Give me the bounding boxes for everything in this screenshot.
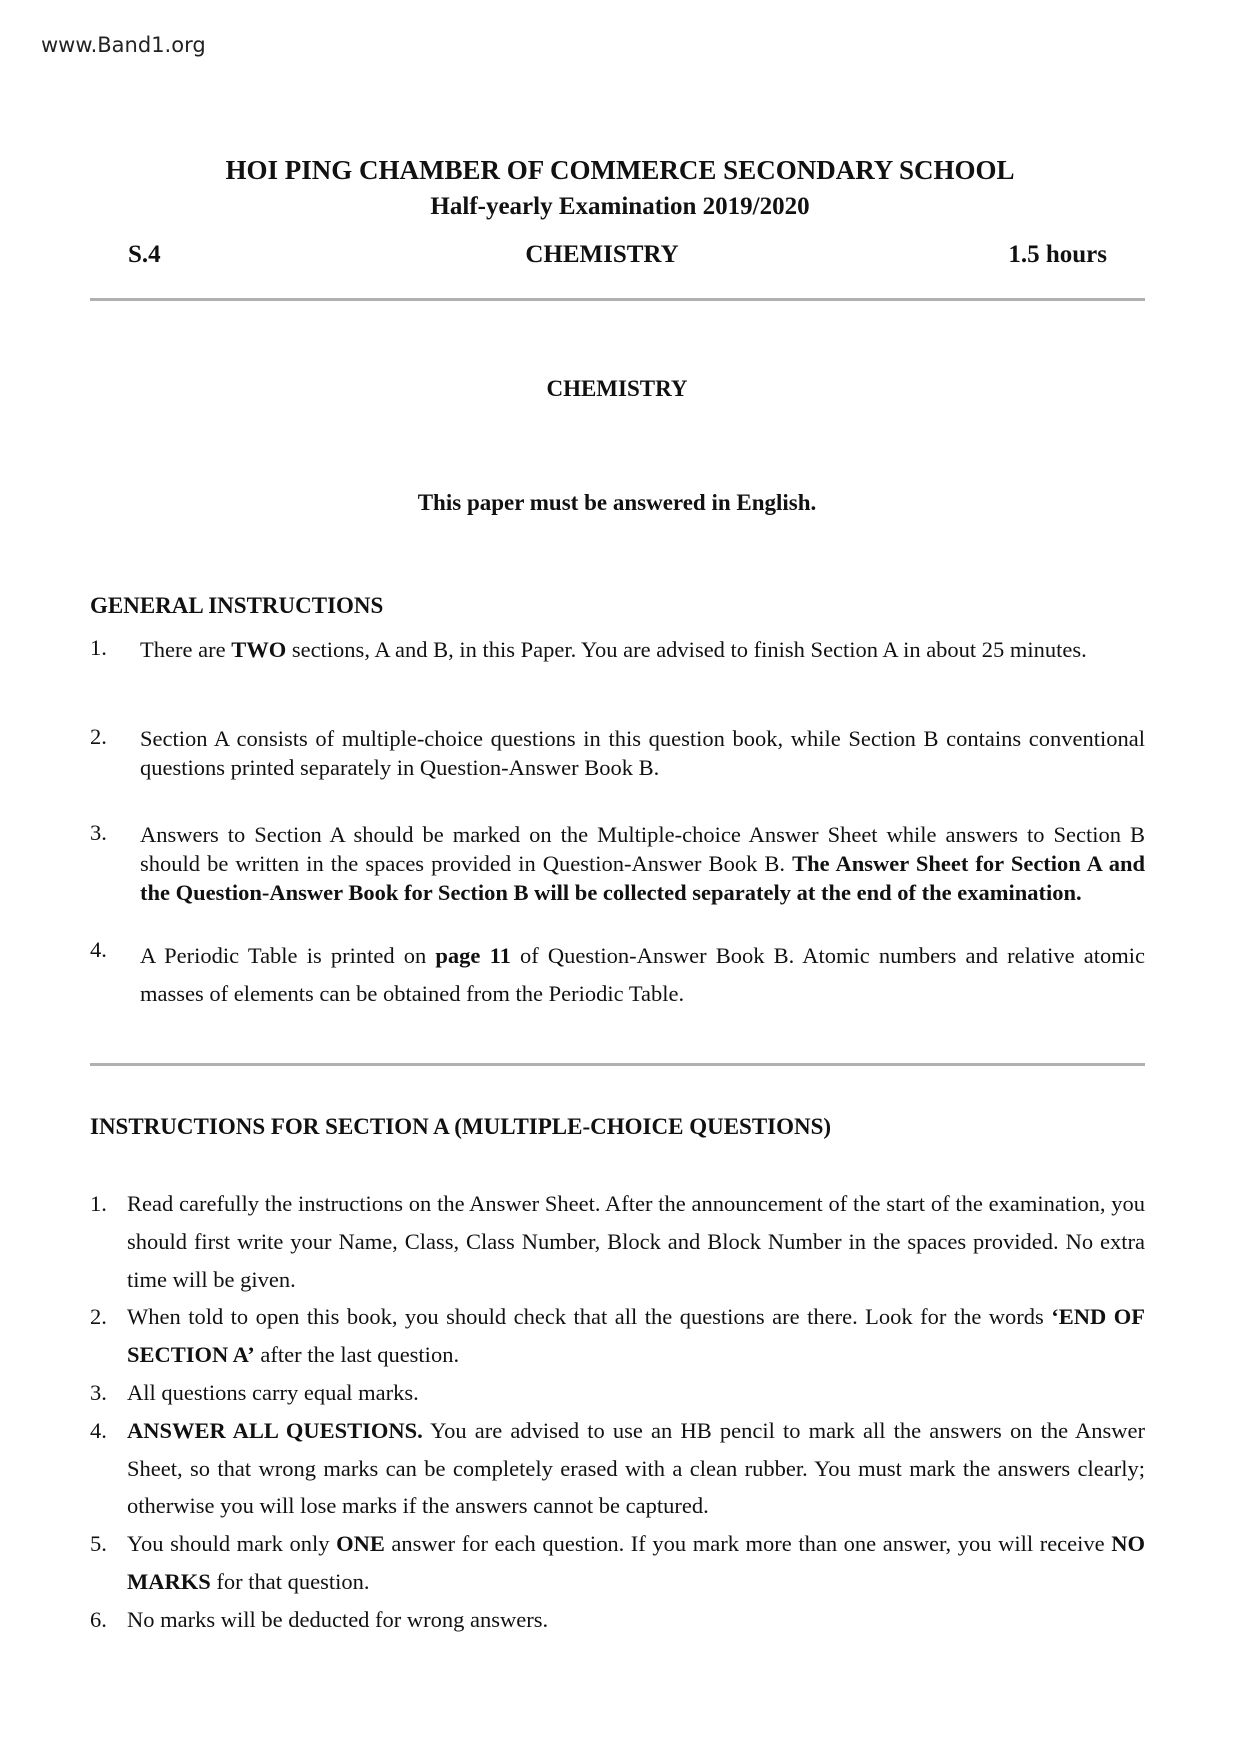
general-instructions-heading: GENERAL INSTRUCTIONS	[90, 593, 384, 618]
text: for that question.	[210, 1568, 370, 1594]
text: A Periodic Table is printed on	[140, 943, 436, 968]
section-a-instruction-6	[90, 1601, 1145, 1639]
item-number: 4.	[90, 1417, 107, 1443]
text: There are	[140, 637, 232, 662]
item-number: 5.	[90, 1531, 107, 1557]
text: Answers to Section A should be marked on the Multiple-choice Answer Sheet while answers to Section B should be written in the spaces provided in Question-Answer Book B.	[140, 822, 1145, 876]
item-number: 3.	[90, 1379, 107, 1405]
text: sections, A and B, in this Paper. You are advised to finish Section A in about 25 minutes.	[286, 637, 1087, 662]
language-note: This paper must be answered in English.	[417, 490, 817, 515]
item-number: 6.	[90, 1606, 107, 1632]
item-number: 1.	[90, 1191, 107, 1216]
text: No marks will be deducted for wrong answers.	[127, 1606, 549, 1632]
item-number: 2.	[90, 724, 107, 749]
bold-text: TWO	[231, 637, 287, 662]
bold-text: ‘END OF SECTION A’	[127, 1304, 1145, 1368]
bold-text: NO MARKS	[127, 1531, 1145, 1594]
text: All questions carry equal marks.	[127, 1379, 419, 1405]
text: answer for each question. If you mark more than one answer, you will receive	[384, 1531, 1112, 1557]
text: You are advised to use an HB pencil to mark all the answers on the Answer Sheet, so that wrong marks can be completely erased with a clean rubber. You must mark the answers clearly; otherwise you will lose marks if the answers cannot be captured.	[127, 1417, 1145, 1519]
bold-text: The Answer Sheet for Section A and the Question-Answer Book for Section B will be collected separately at the end of the examination.	[140, 851, 1146, 905]
subject-title: CHEMISTRY	[546, 376, 688, 401]
bold-text: page 11	[435, 943, 511, 968]
item-number: 1.	[90, 635, 107, 660]
text: after the last question.	[254, 1342, 460, 1368]
text: Read carefully the instructions on the Answer Sheet. After the announcement of the start of the examination, you should first write your Name, Class, Class Number, Block and Block Number in the spaces provided. No extra time will be given.	[127, 1191, 1145, 1292]
duration: 1.5 hours	[1008, 241, 1107, 268]
section-a-heading: INSTRUCTIONS FOR SECTION A (MULTIPLE-CHOICE QUESTIONS)	[90, 1114, 832, 1139]
watermark-link: www.Band1.org	[41, 33, 206, 57]
exam-title: Half-yearly Examination 2019/2020	[430, 193, 810, 220]
subject-header: CHEMISTRY	[525, 241, 679, 268]
section-a-instruction-3	[90, 1374, 1145, 1412]
general-instruction-2	[90, 724, 1145, 782]
text: of Question-Answer Book B. Atomic numbers and relative atomic masses of elements can be obtained from the Periodic Table.	[140, 943, 1145, 1006]
text: You should mark only	[127, 1531, 337, 1557]
form-level: S.4	[128, 241, 161, 268]
bold-text: ANSWER ALL QUESTIONS.	[127, 1417, 423, 1443]
item-number: 3.	[90, 820, 107, 845]
text: When told to open this book, you should check that all the questions are there. Look for the words	[127, 1304, 1052, 1330]
divider	[90, 298, 1145, 301]
section-a-instructions	[90, 1185, 1145, 1639]
general-instruction-1	[90, 635, 1145, 664]
item-number: 4.	[90, 937, 107, 962]
section-a-instruction-5	[90, 1525, 1145, 1601]
general-instruction-3	[90, 820, 1145, 907]
general-instruction-4	[90, 937, 1145, 1013]
item-number: 2.	[90, 1304, 107, 1330]
section-a-instruction-2	[90, 1298, 1145, 1374]
bold-text: ONE	[336, 1531, 385, 1557]
school-name: HOI PING CHAMBER OF COMMERCE SECONDARY SCHOOL	[225, 155, 1015, 185]
divider	[90, 1063, 1145, 1066]
text: Section A consists of multiple-choice questions in this question book, while Section B contains conventional questions printed separately in Question-Answer Book B.	[140, 726, 1145, 780]
section-a-instruction-1	[90, 1185, 1145, 1298]
section-a-instruction-4	[90, 1412, 1145, 1525]
